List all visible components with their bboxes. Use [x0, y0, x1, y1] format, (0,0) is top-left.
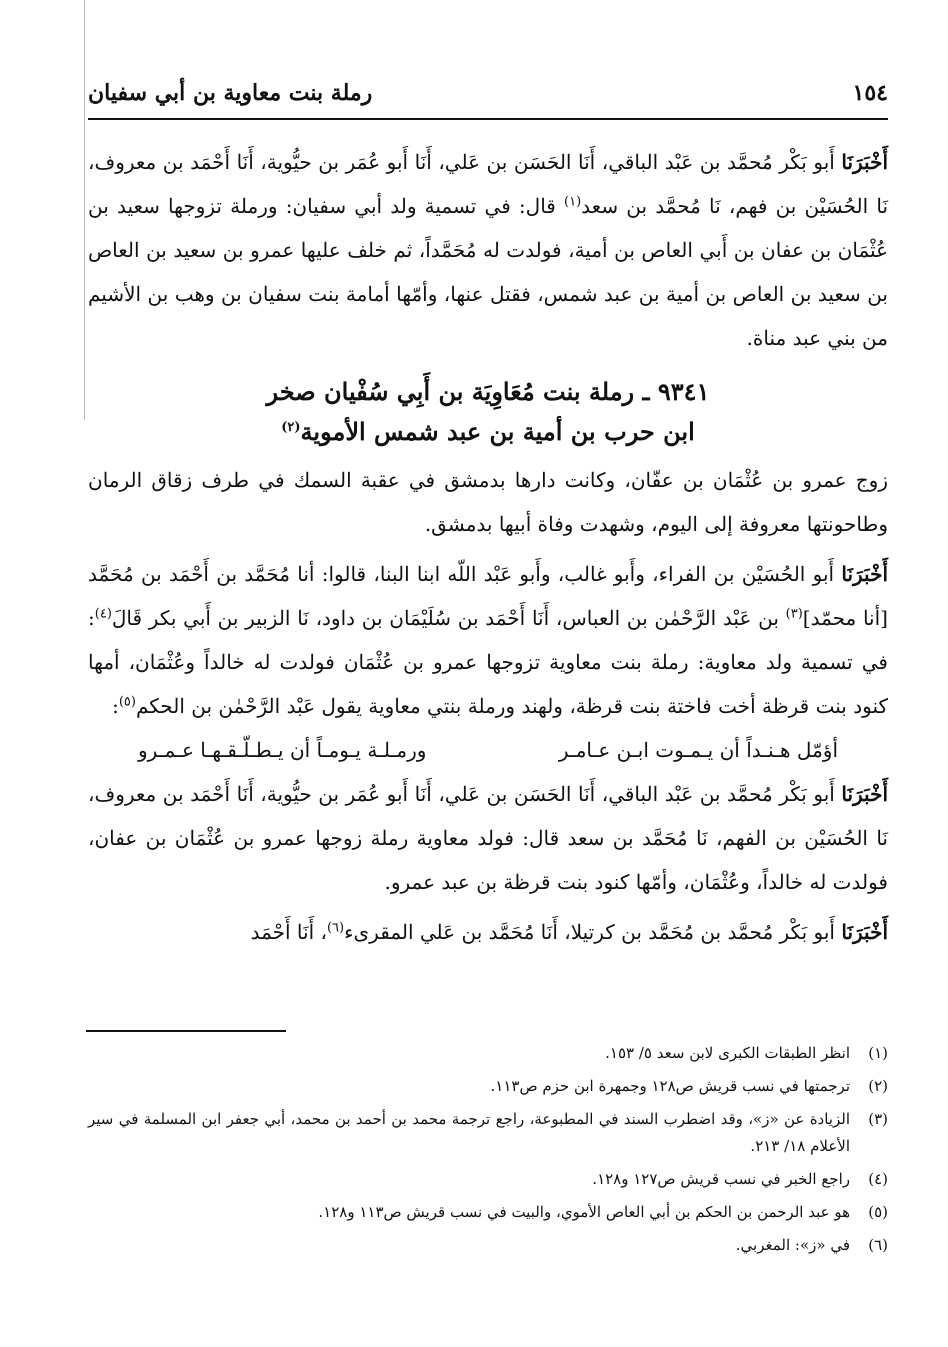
footnote-item: [88, 1073, 888, 1100]
footnote-number: (٥): [868, 1203, 888, 1221]
footnote-number: (٤): [868, 1170, 888, 1188]
paragraph-4: [88, 772, 888, 904]
footnote-ref: (٥): [118, 694, 136, 710]
paragraph-text: : في تسمية ولد معاوية: رملة بنت معاوية تزوجها عمرو بن عُثْمَان فولدت له خالداً وعُثْمَان، أمها كنود بنت قرظة أخت فاختة بنت قرظة، ولهند ورملة بنتي معاوية يقول عَبْد الرَّحْمٰن بن الحكم: [88, 606, 888, 718]
footnote-text: هو عبد الرحمن بن الحكم بن أبي العاص الأموي، والبيت في نسب قريش ص١١٣ و١٢٨.: [318, 1203, 850, 1221]
footnote-text: راجع الخبر في نسب قريش ص١٢٧ و١٢٨.: [592, 1170, 850, 1188]
akhbarana-lead: أَخْبَرَنَا: [841, 782, 889, 806]
paragraph-3: [88, 552, 888, 728]
akhbarana-lead: أَخْبَرَنَا: [841, 920, 888, 944]
footnote-ref: (٤): [94, 606, 112, 622]
paragraph-text: ، أَنَا أَحْمَد: [250, 920, 327, 944]
paragraph-text: أَبو بَكْر مُحمَّد بن مُحَمَّد بن كرتيلا، أَنَا مُحَمَّد بن عَلي المقرىء: [344, 920, 842, 944]
main-text: [88, 140, 888, 954]
akhbarana-lead: أَخْبَرَنَا: [841, 562, 888, 586]
entry-heading-text: ابن حرب بن أمية بن عبد شمس الأموية: [300, 417, 695, 446]
paragraph-text: زوج عمرو بن عُثْمَان بن عفّان، وكانت دارها بدمشق في عقبة السمك في طرف زقاق الرمان وطاحونتها معروفة إلى اليوم، وشهدت وفاة أبيها بدمشق.: [88, 468, 888, 536]
footnote-text: ترجمتها في نسب قريش ص١٢٨ وجمهرة ابن حزم ص١١٣.: [490, 1077, 850, 1095]
footnote-number: (١): [868, 1044, 888, 1062]
footnote-item: [88, 1106, 888, 1160]
margin-rule: [84, 0, 85, 420]
footnote-ref: (٦): [326, 920, 345, 936]
footnote-ref: (٣): [785, 606, 803, 622]
header-rule: [88, 118, 888, 120]
paragraph-1: [88, 140, 888, 360]
entry-heading-line-2: [88, 412, 888, 452]
akhbarana-lead: أَخْبَرَنَا: [841, 150, 889, 174]
footnote-item: [88, 1040, 888, 1067]
footnote-number: (٣): [868, 1110, 888, 1128]
page-number: ١٥٤: [852, 80, 888, 106]
footnote-ref: (١): [564, 194, 582, 210]
footnote-item: [88, 1232, 888, 1259]
footnote-text: انظر الطبقات الكبرى لابن سعد ٥/ ١٥٣.: [605, 1044, 850, 1062]
paragraph-text: أَبو الحُسَيْن بن الفراء، وأَبو غالب، وأَبو عَبْد اللّه ابنا البنا، قالوا: أنا مُحَمَّد بن أَحْمَد بن مُحَمَّد [أنا محمّد]: [88, 562, 888, 630]
entry-heading-line-1: ٩٣٤١ ـ رملة بنت مُعَاوِيَة بن أَبِي سُفْيان صخر: [266, 377, 710, 406]
running-title: رملة بنت معاوية بن أبي سفيان: [88, 80, 373, 106]
paragraph-text: قال: في تسمية ولد أبي سفيان: ورملة تزوجها سعيد بن عُثْمَان بن عفان بن أَبي العاص بن أمية، فولدت له مُحَمَّداً، ثم خلف عليها عمرو بن سعيد بن العاص بن سعيد بن العاص بن أمية بن عبد شمس، فقتل عنها، وأمّها أمامة بنت سفيان بن وهب بن الأشيم من بني عبد مناة.: [88, 194, 888, 350]
paragraph-text: بن عَبْد الرَّحْمٰن بن العباس، أَنَا أَحْمَد بن سُلَيْمَان بن داود، نَا الزبير بن أَبي بكر قَالَ: [111, 606, 786, 630]
footnote-ref: (٢): [281, 420, 301, 435]
footnotes: [88, 1040, 888, 1265]
paragraph-text: أَبو بَكْر مُحمَّد بن عَبْد الباقي، أَنَا الحَسَن بن عَلي، أَنَا أَبو عُمَر بن حيُّوية، أَنَا أَحْمَد بن معروف، نَا الحُسَيْن بن الفهم، نَا مُحَمَّد بن سعد قال: فولد معاوية رملة زوجها عمرو بن عُثْمَان بن عفان، فولدت له خالداً، وعُثْمَان، وأمّها كنود بنت قرظة بن عبد عمرو.: [88, 782, 888, 894]
footnote-text: الزيادة عن «ز»، وقد اضطرب السند في المطبوعة، راجع ترجمة محمد بن أحمد بن محمد، أبي جعفر ابن المسلمة في سير الأعلام ١٨/ ٢١٣.: [88, 1110, 850, 1155]
footnote-item: [88, 1166, 888, 1193]
footnote-number: (٢): [868, 1077, 888, 1095]
entry-heading: [88, 372, 888, 452]
footnote-rule: [86, 1030, 286, 1032]
paragraph-5: [88, 910, 888, 954]
footnote-number: (٦): [868, 1236, 888, 1254]
verse-hemistich-1: أؤمّل هـنـداً أن يـمـوت ابـن عـامـر: [558, 738, 838, 762]
paragraph-text: أَبو بَكْر مُحمَّد بن عَبْد الباقي، أَنَا الحَسَن بن عَلي، أَنَا أَبو عُمَر بن حيُّوية، أَنَا أَحْمَد بن معروف، نَا الحُسَيْن بن فهم، نَا مُحمَّد بن سعد: [88, 150, 889, 218]
poetry-verse: [88, 728, 888, 772]
footnote-item: [88, 1199, 888, 1226]
paragraph-text: :: [112, 694, 119, 718]
paragraph-2: [88, 458, 888, 546]
footnote-text: في «ز»: المغربي.: [735, 1236, 850, 1254]
page-header: [88, 78, 888, 112]
verse-hemistich-2: ورمـلـة يـومـاً أن يـطـلّـقـهـا عـمـرو: [138, 738, 427, 762]
